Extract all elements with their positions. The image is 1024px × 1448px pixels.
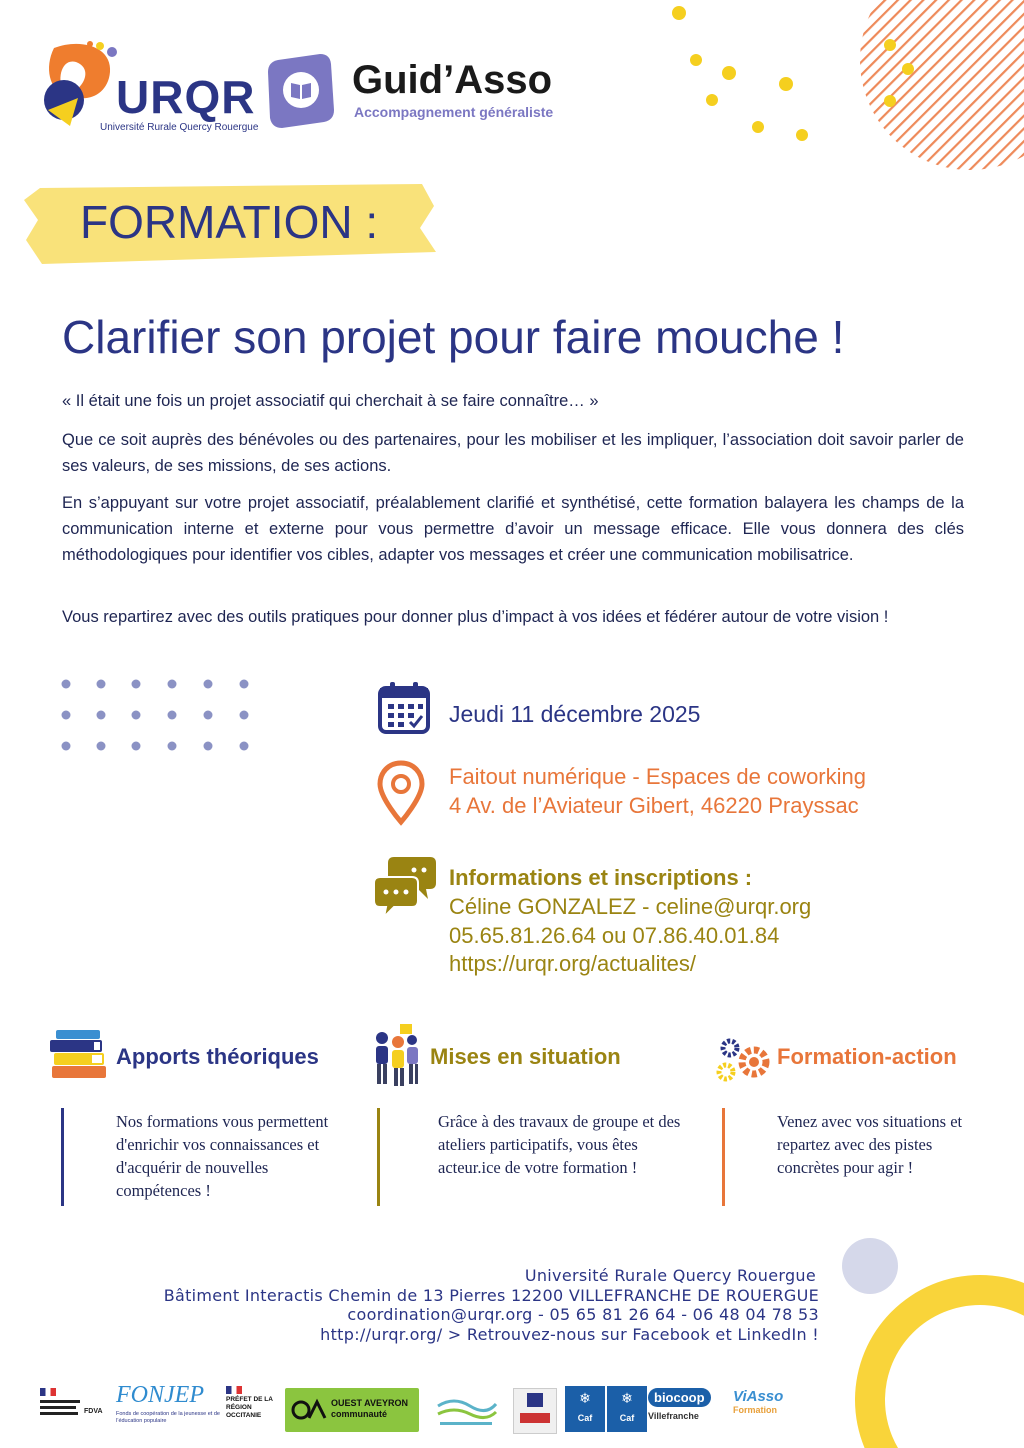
book-badge-icon (264, 50, 336, 130)
villefranche-logo (513, 1388, 557, 1434)
registration-link[interactable]: https://urqr.org/actualites/ (449, 951, 697, 976)
fonjep-logo: FONJEP (116, 1382, 204, 1408)
prefet-text: PRÉFET DE LA RÉGION OCCITANIE (226, 1396, 273, 1419)
snowflake-icon: ❄ (579, 1390, 591, 1406)
column-title-action: Formation-action (777, 1044, 957, 1069)
page-title: Clarifier son projet pour faire mouche ! (62, 311, 845, 363)
calendar-icon (376, 680, 432, 736)
prefet-logo (226, 1386, 282, 1420)
viasso-subtitle: Formation (733, 1405, 777, 1415)
phone-line: 05.65.81.26.64 ou 07.86.40.01.84 (449, 923, 780, 948)
caf-aveyron-logo (565, 1386, 605, 1432)
bottom-circles-decoration (830, 1230, 1024, 1448)
fonjep-subtitle: Fonds de coopération de la jeunesse et de l’éducation populaire (116, 1411, 220, 1424)
column-text-theory: Nos formations vous permettent d'enrichir vos connaissances et d'acquérir de nouvelles compétences ! (116, 1112, 329, 1200)
footer-contact: coordination@urqr.org - 05 65 81 26 64 - 06 48 04 78 53 (347, 1305, 819, 1324)
info-title: Informations et inscriptions : (449, 865, 753, 890)
footer-address: Bâtiment Interactis Chemin de 13 Pierres 12200 VILLEFRANCHE DE ROUERGUE (163, 1286, 819, 1305)
biocoop-logo (648, 1388, 724, 1432)
column-text-practice: Grâce à des travaux de groupe et des ateliers participatifs, vous êtes acteur.ice de votre formation ! (438, 1112, 681, 1177)
section-heading: FORMATION : (80, 196, 379, 248)
guidasso-logo (264, 50, 336, 134)
location-pin-icon (376, 760, 426, 826)
event-date: Jeudi 11 décembre 2025 (449, 701, 701, 727)
gears-icon (714, 1038, 772, 1082)
people-group-icon (370, 1022, 424, 1088)
snowflake-icon: ❄ (621, 1390, 633, 1406)
caf-lot-text: Caf (619, 1413, 635, 1423)
event-place-line2: 4 Av. de l’Aviateur Gibert, 46220 Prayssac (449, 793, 859, 818)
books-stack-icon (48, 1030, 110, 1082)
ouest-aveyron-mark-icon (291, 1398, 329, 1422)
urqr-wordmark: URQR (116, 71, 256, 123)
event-place-line1: Faitout numérique - Espaces de coworking (449, 764, 866, 789)
paragraph-2: En s’appuyant sur votre projet associatif, préalablement clarifié et synthétisé, cette formation balayera les champs de la communication interne et externe pour vous permettre d’avoir un message efficace. Elle vous donnera des clés méthodologiques pour identifier vos cibles, adapter vos messages et créer une communication mobilisatrice. (62, 494, 964, 564)
paragraph-3: Vous repartirez avec des outils pratiques pour donner plus d’impact à vos idées et fédérer autour de votre vision ! (62, 608, 889, 626)
caf-lot-logo (607, 1386, 647, 1432)
urqr-logo (40, 38, 120, 132)
column-divider-navy (61, 1108, 64, 1206)
column-divider-gold (377, 1108, 380, 1206)
column-title-theory: Apports théoriques (116, 1044, 319, 1069)
urqr-logo-mark-icon (40, 38, 120, 128)
yellow-dots-decoration (650, 0, 930, 150)
biocoop-subtitle: Villefranche (648, 1411, 699, 1421)
paragraph-1: Que ce soit auprès des bénévoles ou des partenaires, pour les mobiliser et les impliquer, l’association doit savoir parler de ses valeurs, de ses missions, de ses actions. (62, 431, 964, 475)
biocoop-text: biocoop (648, 1388, 711, 1407)
fdva-logo: FDVA (84, 1408, 103, 1415)
contact-line: Céline GONZALEZ - celine@urqr.org (449, 894, 812, 919)
column-text-action: Venez avec vos situations et repartez avec des pistes concrètes pour agir ! (777, 1112, 963, 1177)
aveyron-waves-logo (434, 1392, 498, 1432)
ouest-aveyron-text: OUEST AVEYRON communauté (331, 1398, 409, 1419)
ouest-aveyron-logo (285, 1388, 419, 1432)
urqr-subtitle: Université Rurale Quercy Rouergue (100, 122, 259, 133)
chat-bubbles-icon (372, 855, 438, 919)
dot-grid-decoration (58, 676, 258, 756)
ministry-logo (40, 1388, 82, 1432)
footer-org-name: Université Rurale Quercy Rouergue (524, 1266, 816, 1285)
guidasso-subtitle: Accompagnement généraliste (354, 104, 554, 120)
guidasso-wordmark: Guid’Asso (352, 58, 553, 102)
intro-quote: « Il était une fois un projet associatif qui cherchait à se faire connaître… » (62, 392, 599, 410)
column-title-practice: Mises en situation (430, 1044, 621, 1069)
caf-aveyron-text: Caf (577, 1413, 593, 1423)
viasso-logo (733, 1388, 789, 1415)
footer-links[interactable]: http://urqr.org/ > Retrouvez-nous sur Facebook et LinkedIn ! (320, 1325, 819, 1344)
viasso-text: ViAsso (733, 1388, 784, 1405)
column-divider-orange (722, 1108, 725, 1206)
